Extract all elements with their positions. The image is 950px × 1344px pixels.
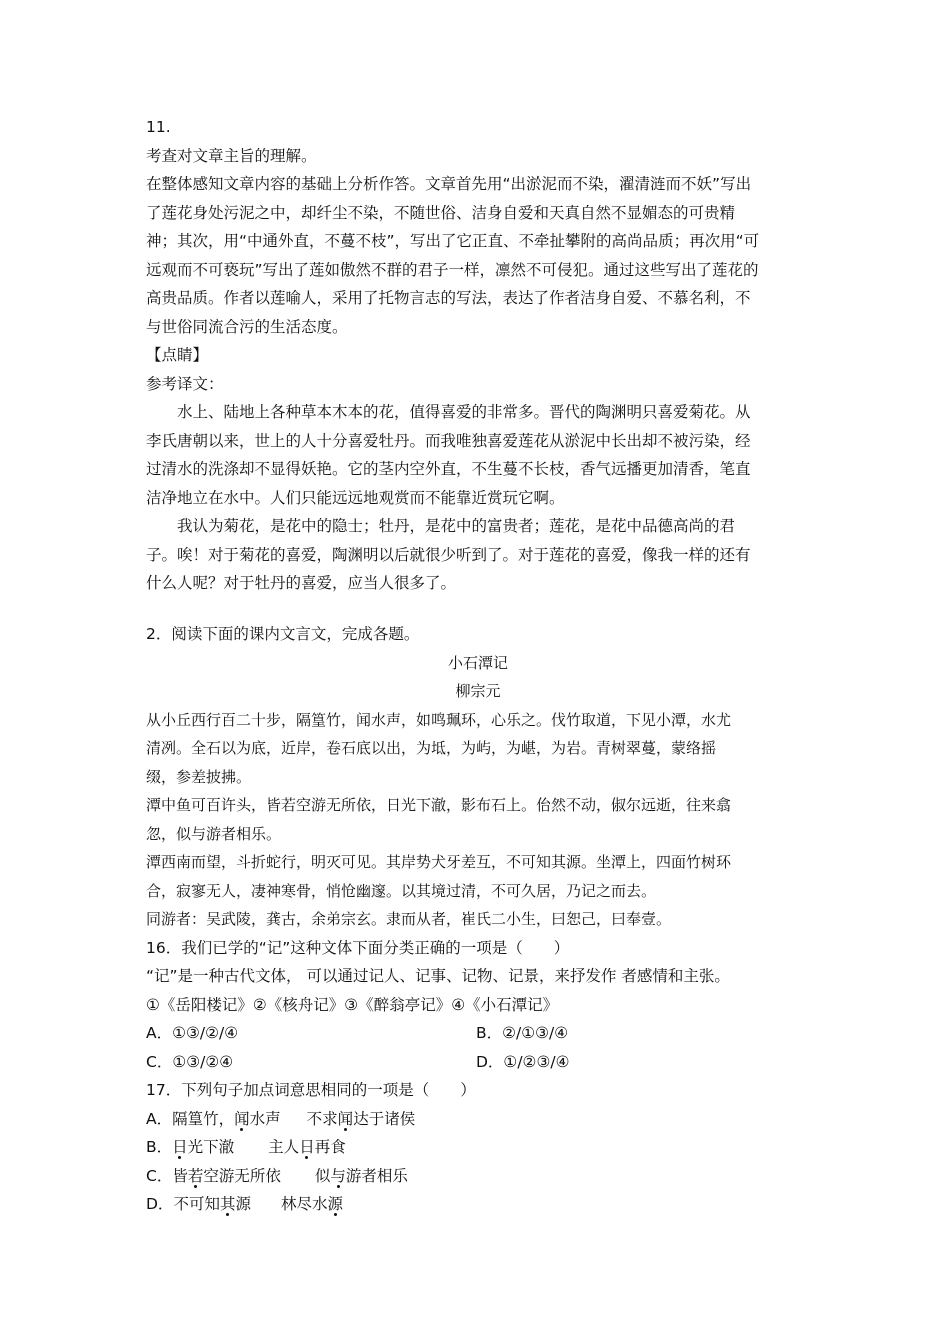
analysis-line: 在整体感知文章内容的基础上分析作答。文章首先用“出淤泥而不染，濯清涟而不妖”写出 — [146, 175, 752, 193]
dotted-word: 若 — [187, 1166, 204, 1185]
sentence-text: 源 — [235, 1195, 251, 1213]
passage-line: 潭中鱼可百许头，皆若空游无所依，日光下澈，影布石上。佁然不动，俶尔远逝，往来翕 — [146, 796, 732, 814]
sentence-text: 达于诸侯 — [353, 1109, 416, 1128]
sentence-text: 主人 — [268, 1138, 300, 1156]
analysis-line: 远观而不可亵玩”写出了莲如傲然不群的君子一样，凛然不可侵犯。通过这些写出了莲花的 — [146, 260, 759, 279]
dotted-word: 源 — [327, 1195, 344, 1213]
passage-line: 潭西南而望，斗折蛇行，明灭可见。其岸势犬牙差互，不可知其源。坐潭上，四面竹树环 — [146, 853, 732, 871]
sentence-text: 游者相乐 — [345, 1166, 408, 1185]
sentence-text: 皆 — [172, 1166, 188, 1185]
sentence-text: 林尽水 — [280, 1195, 328, 1213]
q16-option-row — [146, 1019, 810, 1048]
passage-line: 合，寂寥无人，凄神寒骨，悄怆幽邃。以其境过清，不可久居，乃记之而去。 — [146, 881, 657, 900]
translation-line: 我认为菊花，是花中的隐士；牡丹，是花中的富贵者；莲花，是花中品德高尚的君 — [177, 517, 736, 535]
sentence-text: 光下澈 — [187, 1138, 235, 1156]
sentence-text: 隔篁竹， — [172, 1109, 235, 1128]
translation-line: 水上、陆地上各种草本木本的花，值得喜爱的非常多。晋代的陶渊明只喜爱菊花。从 — [177, 403, 751, 421]
sentence-text: 再食 — [314, 1138, 346, 1156]
sentence-text: 水声 — [249, 1109, 281, 1128]
passage-line: 同游者：吴武陵，龚古，余弟宗玄。隶而从者，崔氏二小生，曰恕己，曰奉壹。 — [146, 910, 672, 928]
q17-stem: 17．下列句子加点词意思相同的一项是（ ） — [146, 1081, 476, 1099]
q17-option-d[interactable] — [146, 1190, 810, 1219]
option-letter: B． — [146, 1138, 173, 1156]
analysis-line: 高贵品质。作者以莲喻人，采用了托物言志的写法，表达了作者洁身自爱、不慕名利，不 — [146, 289, 751, 307]
option-letter: C． — [146, 1166, 173, 1185]
analysis-line: 神；其次，用“中通外直，不蔓不枝”，写出了它正直、不牵扯攀附的高尚品质；再次用“可 — [146, 232, 760, 250]
q16-stem: 16．我们已学的“记”这种文体下面分类正确的一项是（ ） — [146, 938, 570, 957]
dotted-word: 闻 — [337, 1109, 354, 1128]
dotted-word: 日 — [299, 1138, 315, 1156]
question2-section — [146, 620, 810, 1219]
q16-items: ①《岳阳楼记》②《核舟记》③《醉翁亭记》④《小石潭记》 — [146, 995, 559, 1014]
translation-line: 洁净地立在水中。人们只能远远地观赏而不能靠近赏玩它啊。 — [146, 488, 565, 507]
translation-line: 过清水的洗涤却不显得妖艳。它的茎内空外直，不生蔓不长枝，香气远播更加清香，笔直 — [146, 460, 751, 478]
passage-title: 小石潭记 — [447, 653, 508, 672]
q16-option-c[interactable]: C．①③/②④ — [146, 1052, 234, 1071]
sentence-text: 空游无所依 — [203, 1166, 281, 1185]
reference-label: 参考译文： — [146, 374, 224, 393]
dianjing-heading: 【点睛】 — [146, 346, 209, 364]
question-number: 11. — [146, 118, 171, 136]
analysis-section — [146, 113, 810, 598]
passage-line: 从小丘西行百二十步，隔篁竹，闻水声，如鸣珮环，心乐之。伐竹取道，下见小潭，水尤 — [146, 710, 732, 729]
q16-option-a[interactable]: A．①③/②/④ — [146, 1024, 239, 1042]
sentence-text: 不可知 — [173, 1195, 220, 1213]
analysis-line: 了莲花身处污泥之中，却纤尘不染，不随世俗、洁身自爱和天真自然不显媚态的可贵精 — [146, 203, 736, 222]
analysis-line: 考查对文章主旨的理解。 — [146, 146, 317, 165]
q17-option-c[interactable] — [146, 1162, 810, 1191]
passage-line: 清冽。全石以为底，近岸，卷石底以出，为坻，为屿，为嵁，为岩。青树翠蔓，蒙络摇 — [146, 739, 717, 757]
dotted-word: 与 — [330, 1166, 346, 1185]
sentence-text: 不求 — [306, 1109, 338, 1128]
sentence-text: 似 — [314, 1166, 331, 1185]
q17-option-b[interactable] — [146, 1133, 810, 1162]
passage-author: 柳宗元 — [455, 682, 501, 700]
q16-option-row — [146, 1048, 810, 1077]
q16-option-d[interactable]: D．①/②③/④ — [476, 1052, 570, 1071]
option-letter: D． — [146, 1195, 174, 1213]
translation-line: 什么人呢？对于牡丹的喜爱，应当人很多了。 — [146, 574, 457, 592]
translation-line: 子。唉！对于菊花的喜爱，陶渊明以后就很少听到了。对于莲花的喜爱，像我一样的还有 — [146, 545, 751, 564]
dotted-word: 其 — [219, 1195, 236, 1213]
q17-option-a[interactable] — [146, 1105, 810, 1134]
dotted-word: 闻 — [234, 1109, 250, 1128]
passage-line: 缀，参差披拂。 — [146, 767, 252, 786]
q16-note: “记”是一种古代文体， 可以通过记人、记事、记物、记景，来抒发作 者感情和主张。 — [146, 967, 730, 985]
option-letter: A． — [146, 1109, 173, 1128]
q16-option-b[interactable]: B．②/①③/④ — [476, 1024, 569, 1042]
dotted-word: 日 — [172, 1138, 188, 1156]
translation-line: 李氏唐朝以来，世上的人十分喜爱牡丹。而我唯独喜爱莲花从淤泥中长出却不被污染，经 — [146, 431, 751, 450]
analysis-line: 与世俗同流合污的生活态度。 — [146, 317, 348, 336]
passage-line: 忽，似与游者相乐。 — [146, 824, 282, 843]
question2-heading: 2．阅读下面的课内文言文，完成各题。 — [146, 625, 420, 643]
